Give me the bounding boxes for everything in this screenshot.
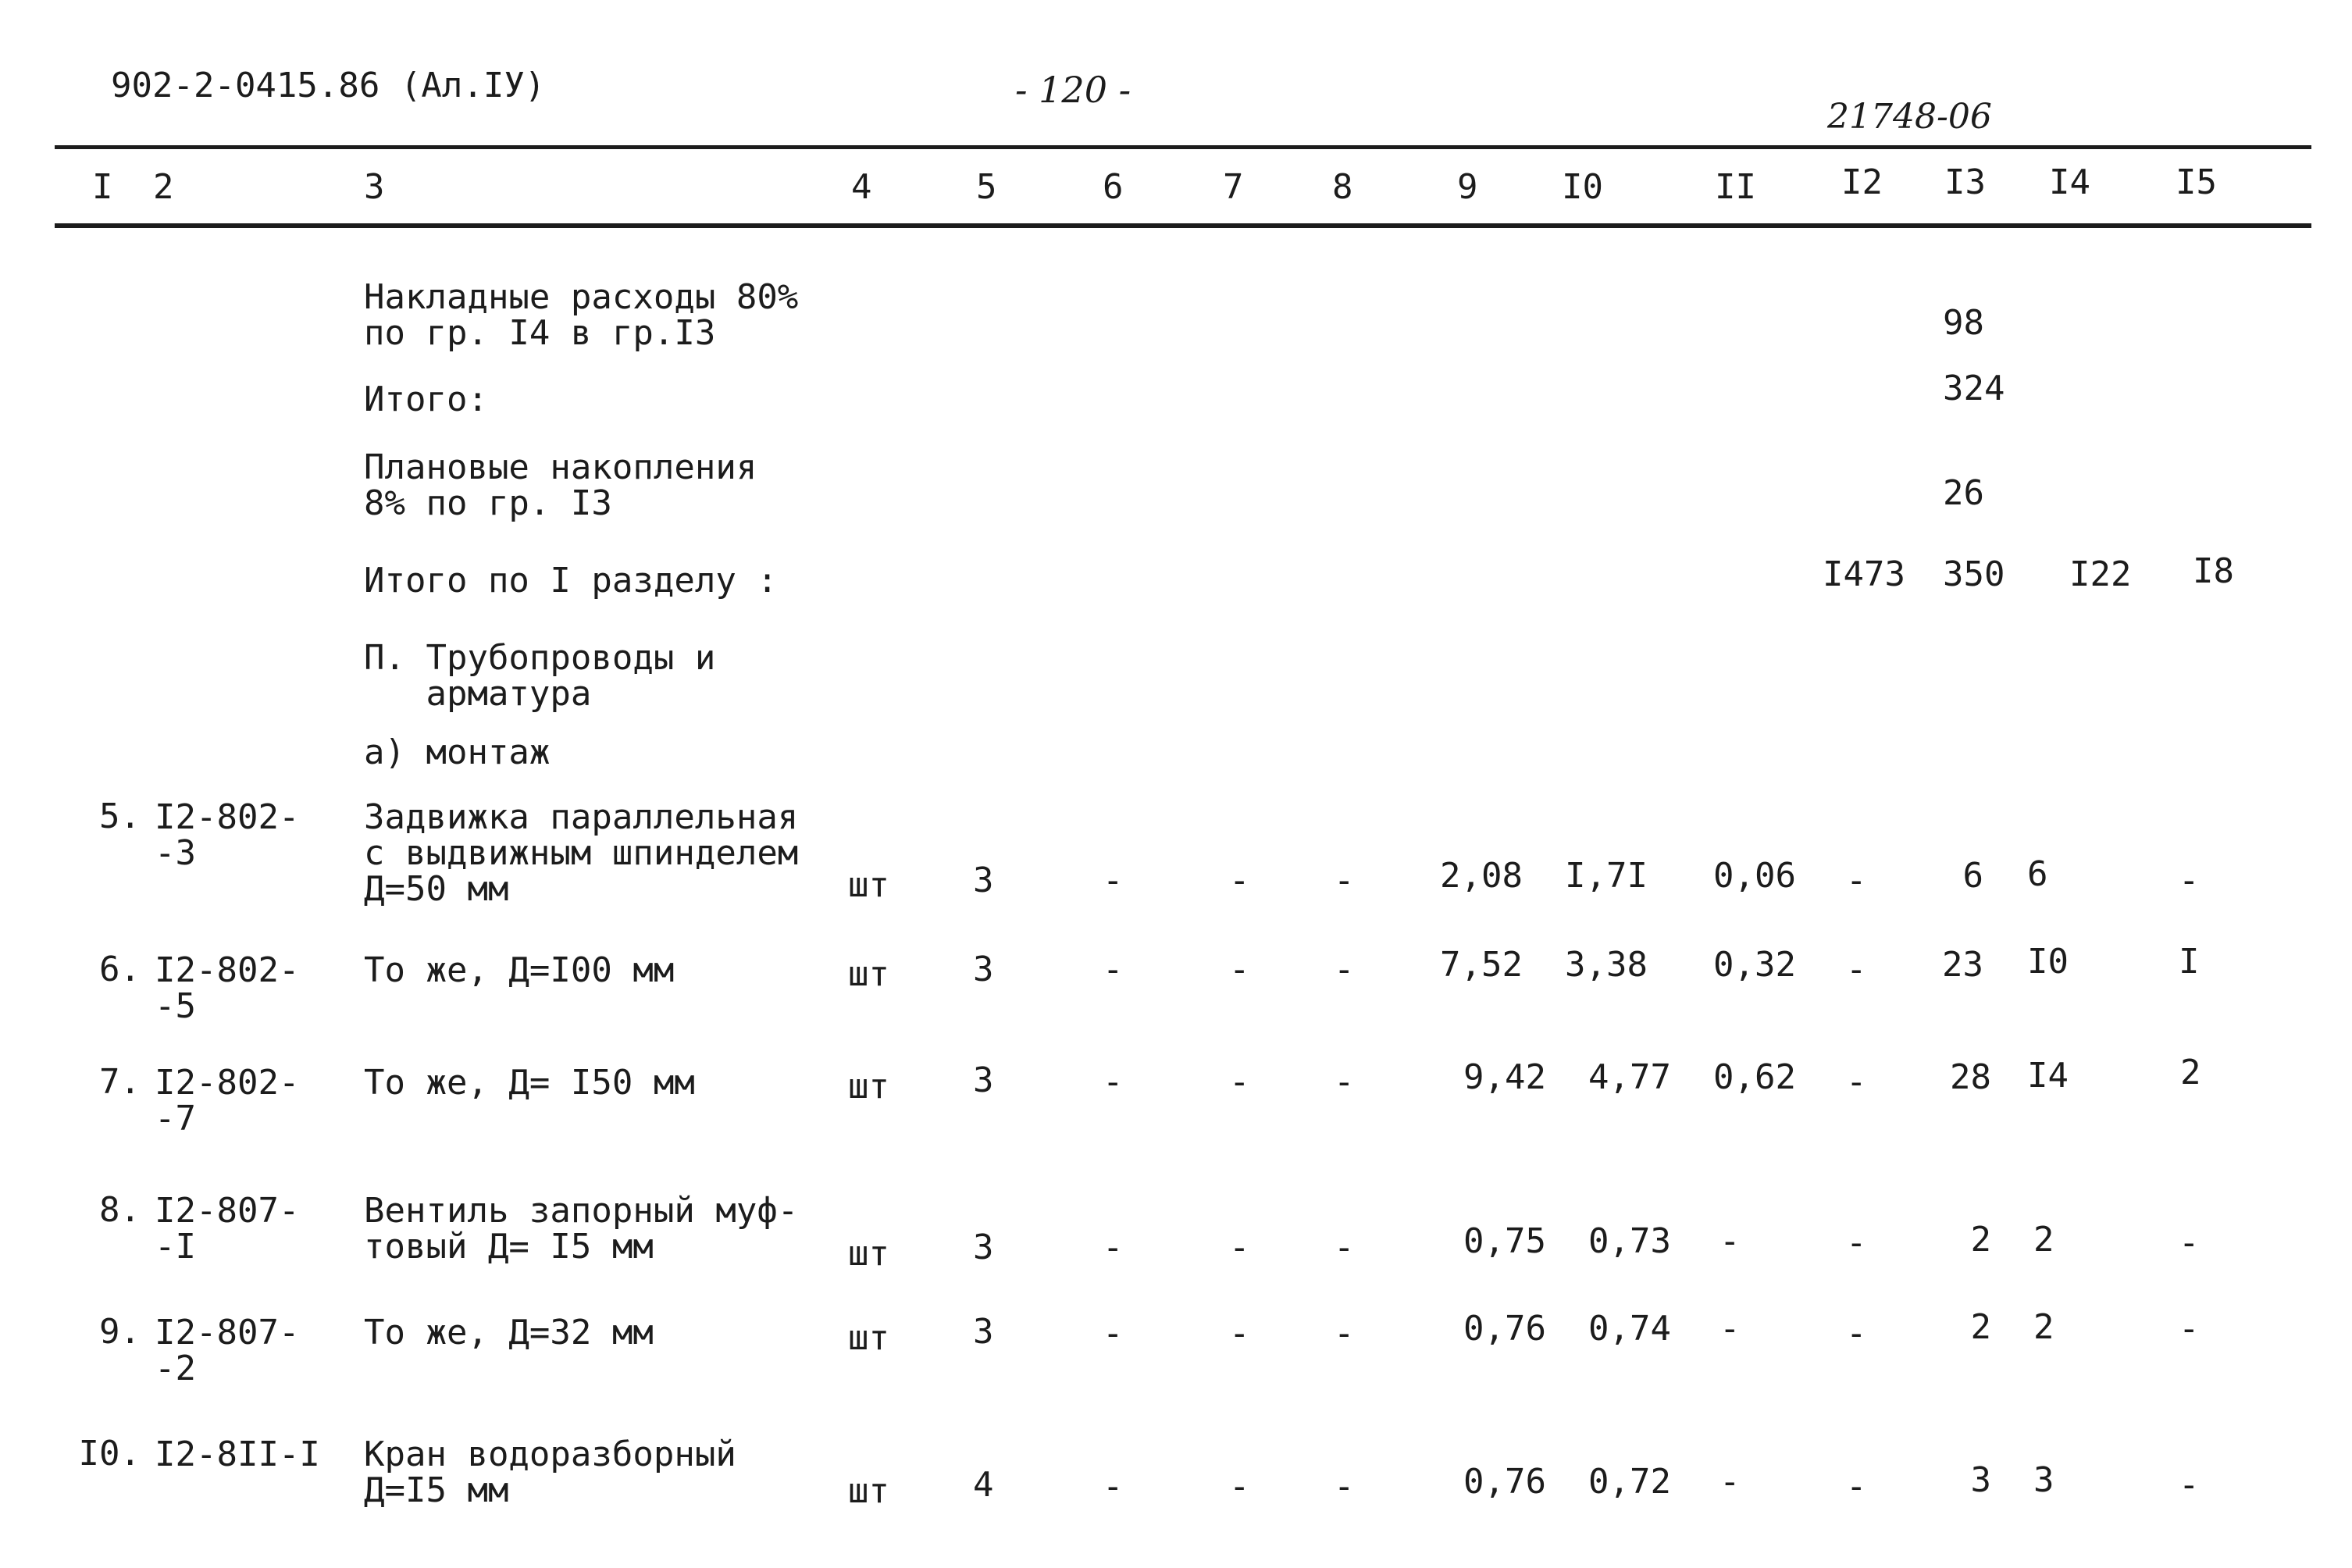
row-col7: - xyxy=(1229,1313,1250,1353)
summary-value-col13: 350 xyxy=(1943,554,2005,594)
summary-value-col14: I22 xyxy=(2069,554,2132,594)
col-header-7: 7 xyxy=(1223,167,1244,207)
row-code: I2-807- -I xyxy=(155,1191,300,1267)
row-quantity: 4 xyxy=(973,1465,994,1505)
col-header-6: 6 xyxy=(1103,167,1124,207)
row-col6: - xyxy=(1103,1466,1124,1506)
row-col10: I,7I xyxy=(1565,856,1648,896)
row-col9: 7,52 xyxy=(1440,945,1523,985)
row-col7: - xyxy=(1229,861,1250,900)
row-col10: 4,77 xyxy=(1588,1057,1671,1097)
row-col13: 23 xyxy=(1942,945,1983,985)
row-col15: - xyxy=(2179,1223,2200,1263)
row-col11: - xyxy=(1719,1462,1741,1502)
row-description: То же, Д= I50 мм xyxy=(364,1063,695,1103)
row-col6: - xyxy=(1103,1228,1124,1267)
col-header-4: 4 xyxy=(851,167,872,207)
col-header-10: I0 xyxy=(1562,167,1603,207)
summary-label: Накладные расходы 80% по гр. I4 в гр.I3 xyxy=(364,277,799,353)
row-col8: - xyxy=(1334,1466,1355,1506)
row-quantity: 3 xyxy=(973,1312,994,1352)
row-col12: - xyxy=(1846,1223,1867,1263)
subsection-title: а) монтаж xyxy=(364,732,551,772)
row-unit: шт xyxy=(848,1471,889,1511)
row-col8: - xyxy=(1334,861,1355,900)
row-quantity: 3 xyxy=(973,861,994,900)
col-header-1: I xyxy=(92,167,113,207)
summary-label: Итого по I разделу : xyxy=(364,561,778,600)
row-col8: - xyxy=(1334,1228,1355,1267)
row-description: Вентиль запорный муф- товый Д= I5 мм xyxy=(364,1191,799,1267)
row-col10: 0,72 xyxy=(1588,1462,1671,1502)
row-col14: 3 xyxy=(2033,1460,2054,1500)
row-number: 6. xyxy=(99,950,141,989)
row-col10: 0,74 xyxy=(1588,1309,1671,1349)
col-header-13: I3 xyxy=(1944,162,1986,202)
row-col10: 3,38 xyxy=(1565,945,1648,985)
col-header-12: I2 xyxy=(1841,162,1883,202)
row-col11: 0,06 xyxy=(1713,856,1796,896)
header-bottom-rule xyxy=(55,223,2311,228)
row-col14: I0 xyxy=(2027,942,2069,982)
col-header-2: 2 xyxy=(153,167,174,207)
col-header-15: I5 xyxy=(2176,162,2217,202)
row-col9: 9,42 xyxy=(1463,1057,1546,1097)
row-col12: - xyxy=(1846,1062,1867,1102)
row-col6: - xyxy=(1103,1313,1124,1353)
row-col14: I4 xyxy=(2027,1056,2069,1096)
summary-value-col13: 26 xyxy=(1943,473,1984,513)
row-col8: - xyxy=(1334,1062,1355,1102)
row-col12: - xyxy=(1846,950,1867,989)
row-col13: 3 xyxy=(1970,1460,1991,1500)
row-col15: - xyxy=(2179,861,2200,900)
row-col14: 2 xyxy=(2033,1307,2054,1347)
row-description: То же, Д=32 мм xyxy=(364,1313,654,1352)
row-quantity: 3 xyxy=(973,1060,994,1100)
row-col13: 6 xyxy=(1962,856,1983,896)
row-col6: - xyxy=(1103,950,1124,989)
row-col6: - xyxy=(1103,1062,1124,1102)
summary-value-col12: I473 xyxy=(1823,554,1905,594)
row-code: I2-802- -5 xyxy=(155,950,300,1026)
row-col11: 0,32 xyxy=(1713,945,1796,985)
page-number: - 120 - xyxy=(1015,69,1131,111)
row-unit: шт xyxy=(848,1234,889,1274)
row-unit: шт xyxy=(848,1067,889,1107)
row-description: Кран водоразборный Д=I5 мм xyxy=(364,1434,736,1510)
document-code: 902-2-0415.86 (Ал.IУ) xyxy=(111,66,546,105)
row-col10: 0,73 xyxy=(1588,1221,1671,1261)
row-col9: 0,75 xyxy=(1463,1221,1546,1261)
col-header-8: 8 xyxy=(1332,167,1353,207)
row-number: 7. xyxy=(99,1062,141,1102)
header-top-rule xyxy=(55,145,2311,149)
row-col13: 28 xyxy=(1950,1057,1991,1097)
row-col8: - xyxy=(1334,1313,1355,1353)
row-col11: - xyxy=(1719,1221,1741,1261)
row-number: 5. xyxy=(99,796,141,836)
row-col14: 2 xyxy=(2033,1220,2054,1260)
row-number: 8. xyxy=(99,1190,141,1230)
summary-value-col15: I8 xyxy=(2193,551,2234,591)
row-code: I2-802- -7 xyxy=(155,1063,300,1139)
col-header-5: 5 xyxy=(976,167,997,207)
row-unit: шт xyxy=(848,954,889,994)
row-col8: - xyxy=(1334,950,1355,989)
row-col7: - xyxy=(1229,950,1250,989)
row-col15: 2 xyxy=(2180,1053,2201,1092)
row-col14: 6 xyxy=(2027,854,2048,894)
row-col6: - xyxy=(1103,861,1124,900)
row-col15: I xyxy=(2179,942,2200,982)
summary-value-col13: 98 xyxy=(1943,303,1984,343)
row-unit: шт xyxy=(848,865,889,905)
row-quantity: 3 xyxy=(973,950,994,989)
row-col7: - xyxy=(1229,1062,1250,1102)
col-header-14: I4 xyxy=(2049,162,2090,202)
row-col11: 0,62 xyxy=(1713,1057,1796,1097)
summary-label: Итого: xyxy=(364,380,488,419)
row-col12: - xyxy=(1846,1466,1867,1506)
col-header-3: 3 xyxy=(364,167,385,207)
row-description: То же, Д=I00 мм xyxy=(364,950,675,990)
row-col15: - xyxy=(2179,1309,2200,1349)
row-col9: 2,08 xyxy=(1440,856,1523,896)
summary-label: Плановые накопления 8% по гр. I3 xyxy=(364,447,757,523)
row-col9: 0,76 xyxy=(1463,1462,1546,1502)
row-col7: - xyxy=(1229,1466,1250,1506)
row-code: I2-807- -2 xyxy=(155,1313,300,1388)
row-col13: 2 xyxy=(1970,1307,1991,1347)
row-unit: шт xyxy=(848,1318,889,1358)
row-code: I2-8II-I xyxy=(155,1434,320,1474)
row-col11: - xyxy=(1719,1309,1741,1349)
row-number: I0. xyxy=(78,1434,141,1474)
col-header-9: 9 xyxy=(1457,167,1478,207)
row-col7: - xyxy=(1229,1228,1250,1267)
row-col15: - xyxy=(2179,1465,2200,1505)
row-col12: - xyxy=(1846,861,1867,900)
row-col13: 2 xyxy=(1970,1220,1991,1260)
row-col9: 0,76 xyxy=(1463,1309,1546,1349)
handwritten-reference: 21748-06 xyxy=(1827,97,1992,137)
section-title: П. Трубопроводы и арматура xyxy=(364,638,716,714)
row-number: 9. xyxy=(99,1312,141,1352)
summary-value-col13: 324 xyxy=(1943,369,2005,408)
col-header-11: II xyxy=(1715,167,1756,207)
row-description: Задвижка параллельная с выдвижным шпинделем Д=50 мм xyxy=(364,797,799,909)
row-quantity: 3 xyxy=(973,1228,994,1267)
row-code: I2-802- -3 xyxy=(155,797,300,873)
row-col12: - xyxy=(1846,1313,1867,1353)
